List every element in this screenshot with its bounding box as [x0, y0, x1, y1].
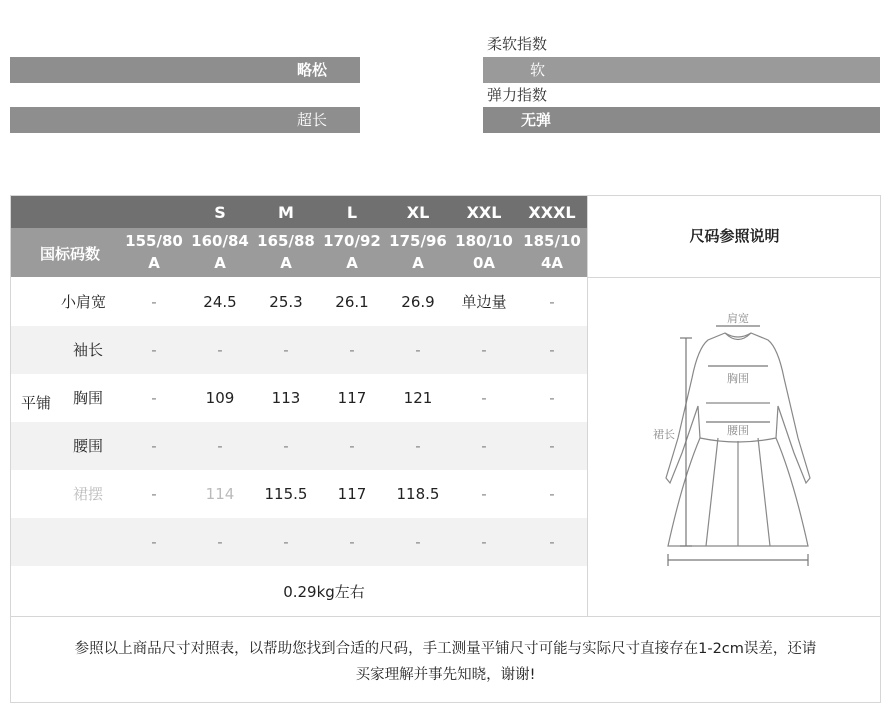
size-label: XXL — [466, 203, 502, 222]
elasticity-bar — [483, 107, 880, 133]
cell: 114 — [205, 485, 235, 503]
size-code: 175/96A — [389, 232, 447, 272]
note-line-1: 参照以上商品尺寸对照表，以帮助您找到合适的尺码，手工测量平铺尺寸可能与实际尺寸直接存在1-2cm误差，还请 — [74, 641, 817, 657]
cell: - — [549, 533, 555, 551]
cell: - — [549, 437, 555, 455]
table-row — [11, 470, 587, 518]
cell: - — [151, 437, 157, 455]
size-label: XXXL — [528, 203, 576, 222]
cell: - — [349, 437, 355, 455]
row-label: 袖长 — [73, 341, 104, 359]
cell: - — [349, 341, 355, 359]
cell: 113 — [271, 389, 301, 407]
length-bar — [10, 107, 360, 133]
cell: 117 — [337, 485, 367, 503]
table-row — [11, 422, 587, 470]
cell: - — [151, 389, 157, 407]
cell: - — [151, 293, 157, 311]
cell: 26.9 — [401, 293, 435, 311]
cell: - — [217, 341, 223, 359]
size-code: 155/80A — [125, 232, 183, 272]
diagram-label-length: 裙长 — [653, 429, 675, 441]
cell: 118.5 — [396, 485, 440, 503]
cell: - — [549, 293, 555, 311]
length-value: 超长 — [297, 111, 328, 129]
size-label: M — [278, 203, 294, 222]
cell: - — [151, 341, 157, 359]
size-label: XL — [406, 203, 430, 222]
cell: 115.5 — [264, 485, 308, 503]
size-header-row — [11, 196, 587, 228]
cell: - — [415, 341, 421, 359]
cell: - — [481, 341, 487, 359]
cell: - — [549, 389, 555, 407]
cell: - — [151, 485, 157, 503]
fit-bar — [10, 57, 360, 83]
cell: 121 — [403, 389, 433, 407]
row-label: 裙摆 — [73, 485, 104, 503]
size-table — [10, 195, 881, 617]
cell: - — [481, 485, 487, 503]
cell: 109 — [205, 389, 235, 407]
size-reference-panel — [587, 196, 881, 616]
size-label: S — [214, 203, 226, 222]
weight-value: 0.29kg左右 — [283, 583, 365, 601]
size-code-row — [11, 228, 587, 277]
header-label: 国标码数 — [39, 245, 100, 263]
size-label: L — [346, 203, 358, 222]
size-note — [10, 617, 881, 703]
softness-bar — [483, 57, 880, 83]
size-code: 170/92A — [323, 232, 381, 272]
note-line-2: 买家理解并事先知晓，谢谢! — [355, 667, 536, 683]
cell: - — [415, 533, 421, 551]
cell: - — [415, 437, 421, 455]
cell: - — [217, 533, 223, 551]
cell: - — [481, 533, 487, 551]
cell: - — [549, 341, 555, 359]
diagram-label-chest: 胸围 — [727, 373, 749, 385]
cell: - — [151, 533, 157, 551]
cell: - — [349, 533, 355, 551]
elasticity-label: 弹力指数 — [487, 86, 548, 104]
cell: - — [283, 341, 289, 359]
elasticity-value: 无弹 — [521, 111, 552, 129]
row-label: 小肩宽 — [61, 293, 107, 311]
table-row — [11, 518, 587, 566]
cell: 26.1 — [335, 293, 369, 311]
size-code: 165/88A — [257, 232, 315, 272]
fit-value: 略松 — [297, 61, 328, 79]
cell: 117 — [337, 389, 367, 407]
size-code: 185/104A — [523, 232, 581, 272]
section-label-1: 平铺 — [20, 394, 51, 412]
size-code: 180/100A — [455, 232, 513, 272]
cell: - — [217, 437, 223, 455]
reference-title: 尺码参照说明 — [689, 227, 780, 245]
table-row — [11, 278, 587, 326]
softness-value: 软 — [530, 61, 546, 79]
diagram-label-shoulder: 肩宽 — [727, 313, 749, 325]
cell: 单边量 — [461, 293, 507, 311]
cell: - — [283, 533, 289, 551]
table-row — [11, 326, 587, 374]
softness-label: 柔软指数 — [487, 35, 548, 53]
cell: - — [481, 389, 487, 407]
cell: 25.3 — [269, 293, 303, 311]
row-label: 腰围 — [73, 437, 104, 455]
row-label: 胸围 — [73, 389, 104, 407]
dress-diagram — [588, 278, 881, 617]
table-row — [11, 374, 587, 422]
cell: - — [549, 485, 555, 503]
weight-row — [11, 568, 587, 616]
cell: 24.5 — [203, 293, 237, 311]
cell: - — [283, 437, 289, 455]
diagram-label-waist: 腰围 — [727, 425, 749, 437]
size-code: 160/84A — [191, 232, 249, 272]
cell: - — [481, 437, 487, 455]
